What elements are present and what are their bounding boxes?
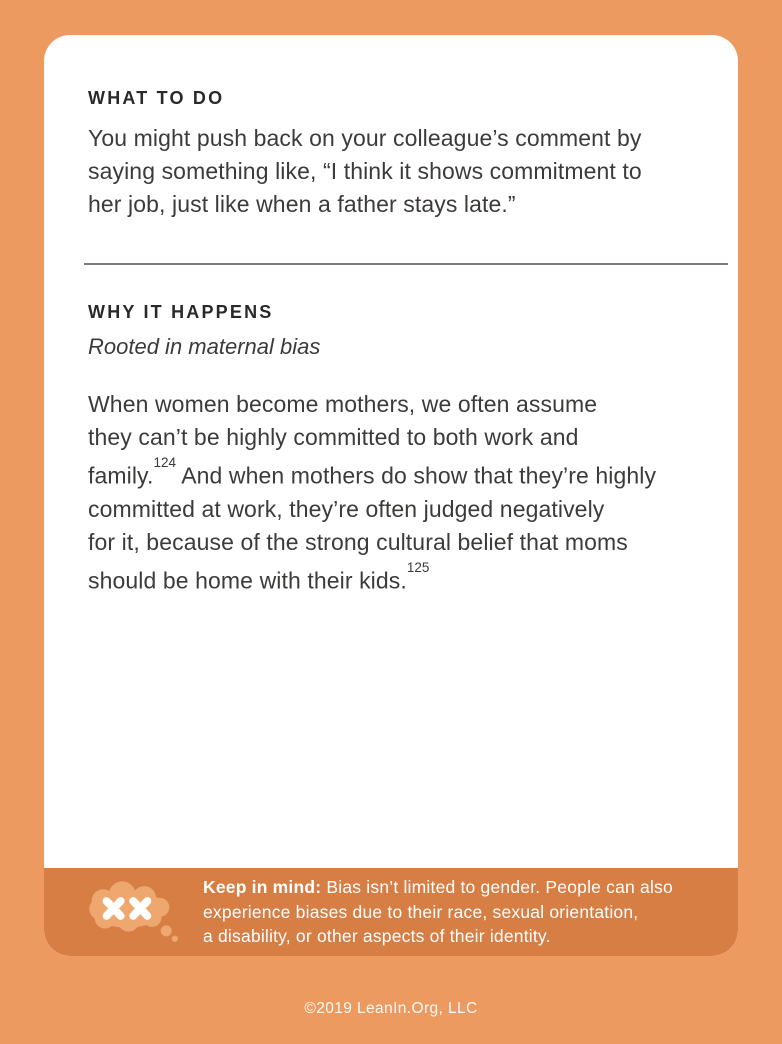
keep-in-mind-label: Keep in mind: [203,877,322,898]
thought-bubble-xx-icon [78,879,190,945]
body-text: family. [88,462,154,489]
keep-in-mind-text [203,875,673,949]
footnote-ref-125: 125 [406,559,430,575]
banner-line: experience biases due to their race, sexual orientation, [203,901,639,922]
body-line: her job, just like when a father stays late.” [88,191,516,217]
what-to-do-heading: WHAT TO DO [88,88,225,108]
bias-type-subheading: Rooted in maternal bias [88,334,321,359]
banner-line [203,875,673,900]
body-line: You might push back on your colleague’s comment by [88,125,642,151]
banner-text-rest: Bias isn’t limited to gender. People can also [321,877,673,898]
body-line: they can’t be highly committed to both work and [88,424,579,450]
bias-card [44,35,738,956]
body-line: for it, because of the strong cultural belief that moms [88,528,628,555]
body-line: When women become mothers, we often assume [88,391,598,417]
copyright-footer: ©2019 LeanIn.Org, LLC [304,1000,478,1017]
why-it-happens-heading: WHY IT HAPPENS [88,302,274,322]
body-line [88,454,698,493]
card-content [44,35,738,868]
why-it-happens-body [88,388,698,597]
keep-in-mind-banner [44,868,738,956]
body-line: saying something like, “I think it shows commitment to [88,158,642,184]
body-text: And when mothers do show that they’re highly [175,462,657,489]
what-to-do-body [88,122,698,221]
thought-bubble-xx-icon-svg [82,879,186,945]
section-divider [84,263,728,265]
body-line [88,559,698,598]
banner-line: a disability, or other aspects of their identity. [203,926,551,947]
body-text: should be home with their kids. [88,567,407,594]
body-line: committed at work, they’re often judged negatively [88,495,605,522]
footnote-ref-124: 124 [153,455,176,470]
